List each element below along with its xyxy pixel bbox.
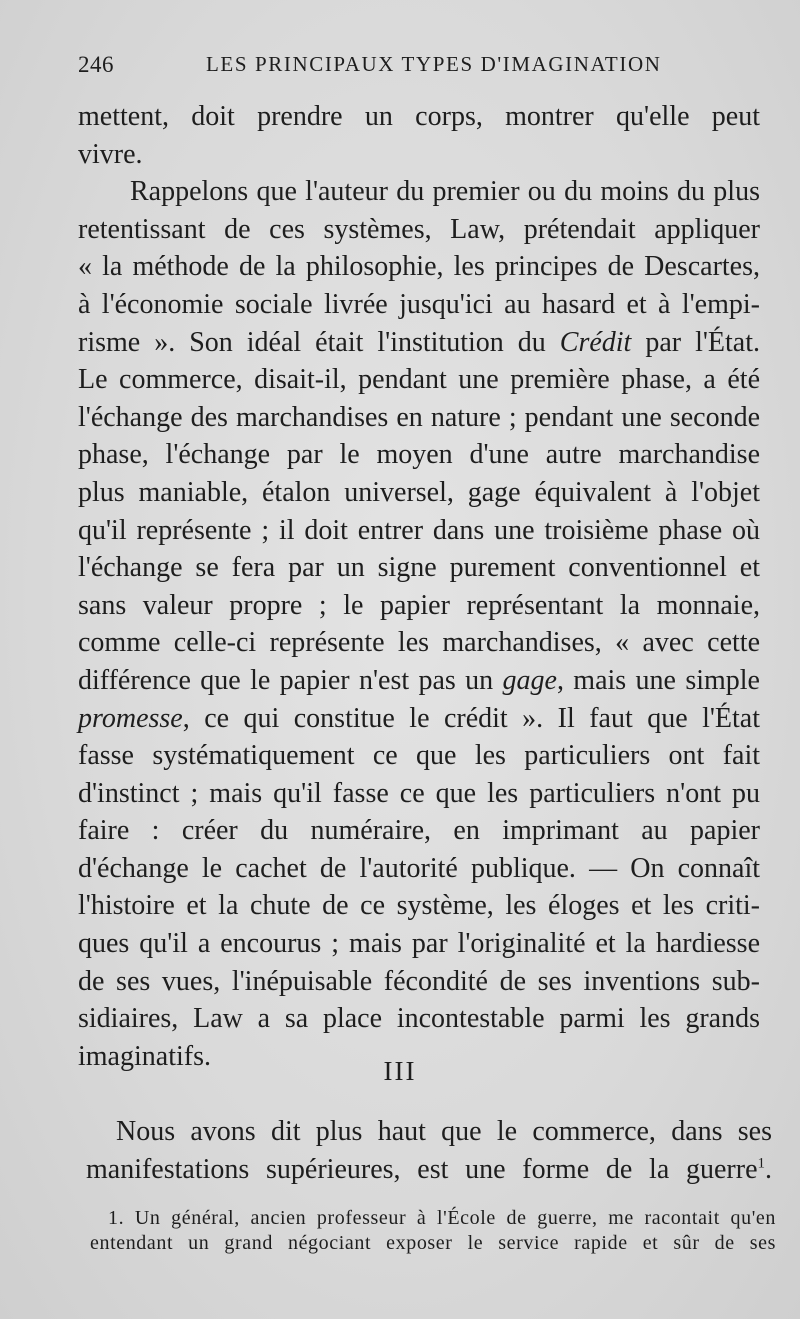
text-line: fasse systématiquement ce que les particuliers ont fait [78,740,760,772]
italic-term: gage [502,664,557,696]
text-line: à l'économie sociale livrée jusqu'ici au hasard et à l'empi- [78,288,760,320]
text-line: imaginatifs. [78,1040,211,1072]
text-line: sidiaires, Law a sa place incontestable parmi les grands [78,1003,760,1035]
text-line: comme celle-ci représente les marchandises, « avec cette [78,627,760,659]
text-line: Nous avons dit plus haut que le commerce, dans ses [116,1116,772,1147]
text-line: l'histoire et la chute de ce système, les éloges et les criti- [78,890,760,922]
text-line: phase, l'échange par le moyen d'une autre marchandise [78,439,760,471]
text-run: risme ». Son idéal était l'institution du [78,326,560,358]
text-run: manifestations supérieures, est une forme de la guerre [86,1153,758,1185]
text-line: l'échange se fera par un signe purement conventionnel et [78,552,760,584]
section-paragraph [86,1113,772,1188]
text-run: par l'État. [631,326,760,358]
page-header [78,52,760,86]
italic-term: Crédit [559,326,632,358]
italic-term: promesse [78,702,183,734]
text-line: « la méthode de la philosophie, les principes de Descartes, [78,251,760,283]
footnote-line: entendant un grand négociant exposer le service rapide et sûr de ses [90,1232,776,1254]
text-line: ques qu'il a encourus ; mais par l'originalité et la hardiesse [78,928,760,960]
text-line: de ses vues, l'inépuisable fécondité de ses inventions sub- [78,965,760,997]
text-line [78,324,760,362]
text-line: qu'il représente ; il doit entrer dans une troisième phase où [78,514,760,546]
text-line: vivre. [78,138,143,170]
text-run: , mais une simple [556,664,760,696]
text-run: différence que le papier n'est pas un [78,664,503,696]
text-line: d'instinct ; mais qu'il fasse ce que les particuliers n'ont pu [78,777,760,809]
footnote-line: 1. Un général, ancien professeur à l'École de guerre, me racontait qu'en [108,1207,776,1229]
footnote-marker: 1 [757,1155,765,1172]
text-run: . [765,1153,772,1185]
text-line: Le commerce, disait-il, pendant une première phase, a été [78,364,760,396]
text-line: mettent, doit prendre un corps, montrer qu'elle peut [78,101,760,132]
text-line [78,700,760,738]
paragraph-law-system [78,173,760,1075]
running-title: LES PRINCIPAUX TYPES D'IMAGINATION [206,52,662,76]
text-line [86,1151,772,1189]
text-line: Rappelons que l'auteur du premier ou du moins du plus [130,176,760,208]
text-line: retentissant de ces systèmes, Law, prétendait appliquer [78,213,760,245]
text-line: sans valeur propre ; le papier représentant la monnaie, [78,589,760,621]
text-run: , ce qui constitue le crédit ». Il faut que l'État [182,702,760,734]
paragraph-continuation [78,98,760,173]
text-line: plus maniable, étalon universel, gage équivalent à l'objet [78,476,760,508]
text-line: faire : créer du numéraire, en imprimant au papier [78,815,760,847]
body-text [78,98,760,1075]
text-line [78,662,760,700]
text-line: d'échange le cachet de l'autorité publique. — On connaît [78,852,760,884]
footnote [90,1206,776,1256]
section-heading: III [383,1056,417,1086]
text-line: l'échange des marchandises en nature ; pendant une seconde [78,401,760,433]
page-number: 246 [78,52,114,77]
